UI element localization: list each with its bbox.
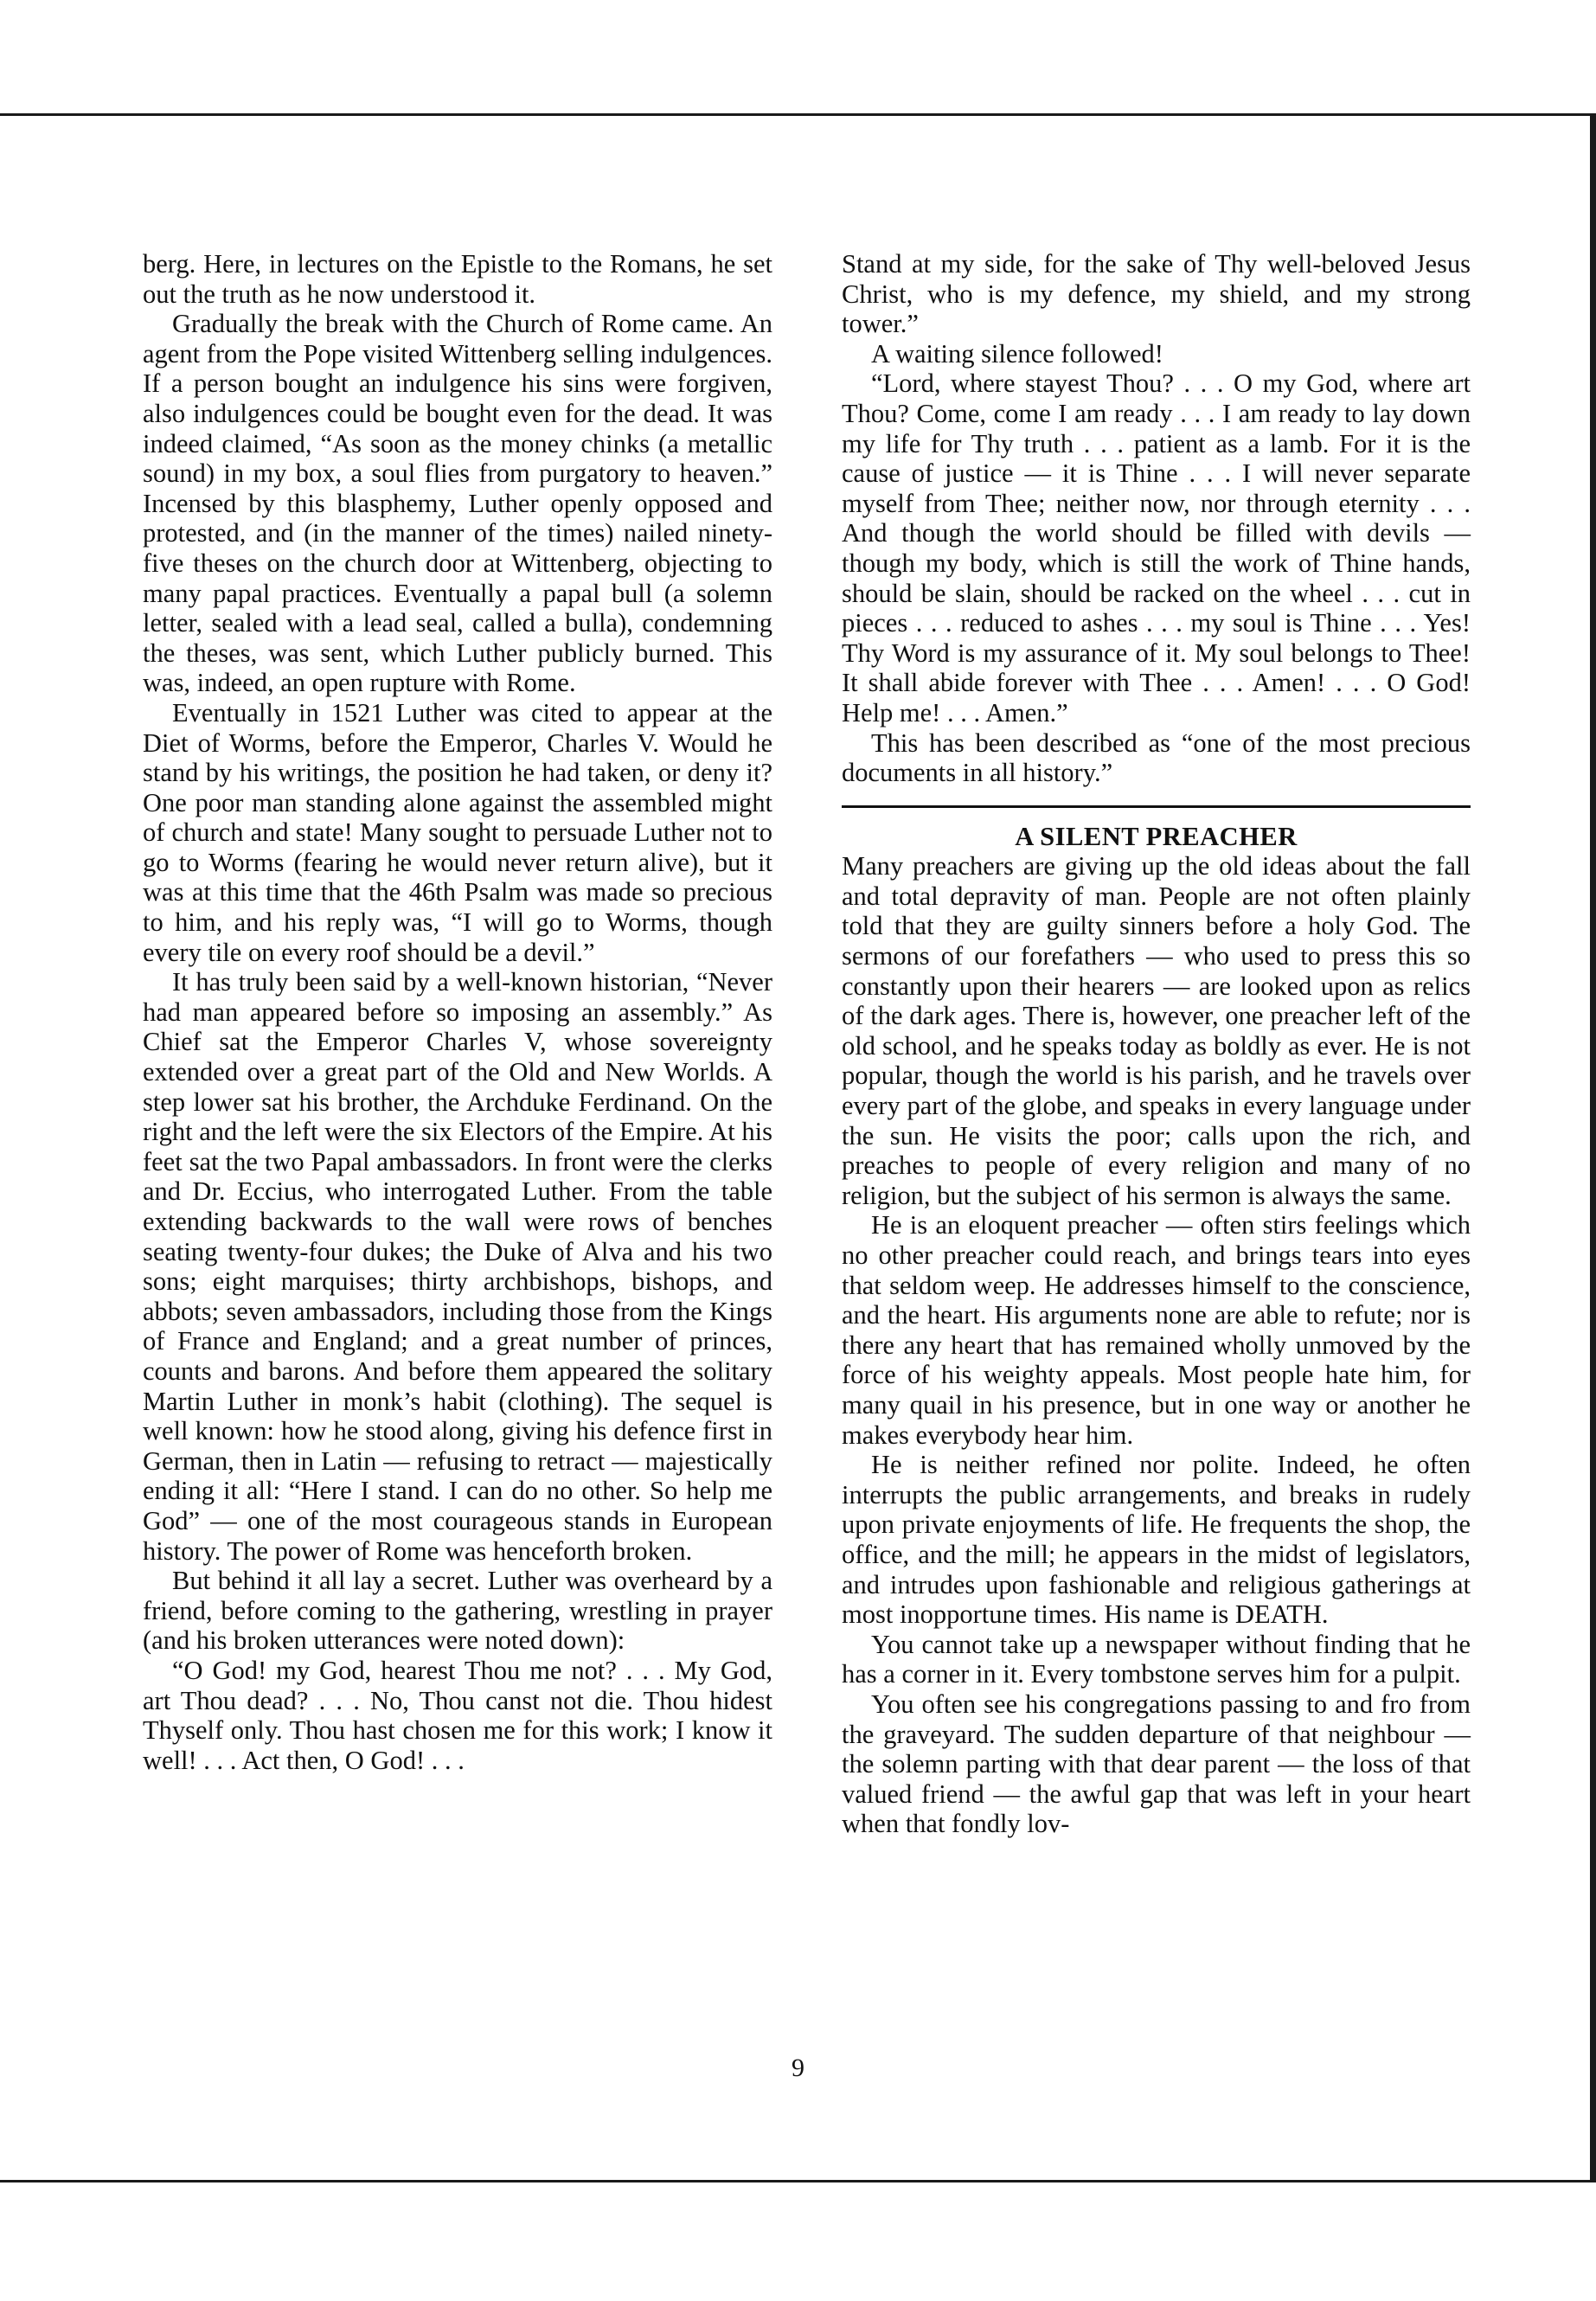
- page-border-top: [0, 113, 1596, 116]
- paragraph: He is an eloquent preacher — often stirs feelings which no other preacher could reach, and brings tears into eyes that seldom weep. He addresses himself to the conscience, and the heart. His arguments none are able to refute; nor is there any heart that has remained wholly unmoved by the force of his weighty appeals. Most people hate him, for many quail in his presence, but in one way or another he makes everybody hear him.: [842, 1210, 1471, 1450]
- paragraph: A waiting silence followed!: [871, 338, 1163, 369]
- paragraph: But behind it all lay a secret. Luther was overheard by a friend, before coming to the gathering, wrestling in prayer (and his broken utterances were noted down):: [143, 1566, 772, 1656]
- paragraph: “O God! my God, hearest Thou me not? . . . My God, art Thou dead? . . . No, Thou canst not die. Thou hidest Thyself only. Thou hast chosen me for this work; I know it well! . . . Act then, O God! . . .: [143, 1655, 772, 1775]
- right-column: [842, 249, 1471, 1839]
- section-divider: [842, 805, 1471, 808]
- paragraph: Eventually in 1521 Luther was cited to appear at the Diet of Worms, before the Emperor, Charles V. Would he stand by his writings, the position he had taken, or deny it? One poor man standing alone against the assembled might of church and state! Many sought to persuade Luther not to go to Worms (fearing he would never return alive), but it was at this time that the 46th Psalm was made so precious to him, and his reply was, “I will go to Worms, though every tile on every roof should be a devil.”: [143, 697, 772, 967]
- paragraph: You often see his congregations passing to and fro from the graveyard. The sudden departure of that neighbour — the solemn parting with that dear parent — the loss of that valued friend — the awful gap that was left in your heart when that fondly lov-: [842, 1689, 1471, 1839]
- paragraph: He is neither refined nor polite. Indeed, he often interrupts the public arrangements, and breaks in rudely upon private enjoyments of life. He frequents the shop, the office, and the mill; he appears in the midst of legislators, and intrudes upon fashionable and religious gatherings at most inopportune times. His name is DEATH.: [842, 1450, 1471, 1630]
- page-number: 9: [792, 2054, 804, 2082]
- paragraph: This has been described as “one of the most precious documents in all history.”: [842, 727, 1471, 788]
- paragraph: It has truly been said by a well-known historian, “Never had man appeared before so imposing an assembly.” As Chief sat the Emperor Charles V, whose sovereignty extended over a great part of the Old and New Worlds. A step lower sat his brother, the Archduke Ferdinand. On the right and the left were the six Electors of the Empire. At his feet sat the two Papal ambassadors. In front were the clerks and Dr. Eccius, who interrogated Luther. From the table extending backwards to the wall were rows of benches seating twenty-four dukes; the Duke of Alva and his two sons; eight marquises; thirty archbishops, bishops, and abbots; seven ambassadors, including those from the Kings of France and England; and a great number of princes, counts and barons. And before them appeared the solitary Martin Luther in monk’s habit (clothing). The sequel is well known: how he stood along, giving his defence first in German, then in Latin — refusing to retract — majestically ending it all: “Here I stand. I can do no other. So help me God” — one of the most courageous stands in European history. The power of Rome was henceforth broken.: [143, 967, 772, 1566]
- page-border-bottom: [0, 2180, 1596, 2182]
- paragraph: Gradually the break with the Church of Rome came. An agent from the Pope visited Wittenberg selling indulgences. If a person bought an indulgence his sins were forgiven, also indulgences could be bought even for the dead. It was indeed claimed, “As soon as the money chinks (a metallic sound) in my box, a soul flies from purgatory to heaven.” Incensed by this blasphemy, Luther openly opposed and protested, and (in the manner of the times) nailed ninety-five theses on the church door at Wittenberg, objecting to many papal practices. Eventually a papal bull (a solemn letter, sealed with a lead seal, called a bulla), condemning the theses, was sent, which Luther publicly burned. This was, indeed, an open rupture with Rome.: [143, 309, 772, 698]
- section-heading: A SILENT PREACHER: [1015, 821, 1298, 851]
- paragraph: berg. Here, in lectures on the Epistle to the Romans, he set out the truth as he now understood it.: [143, 249, 772, 309]
- paragraph: Many preachers are giving up the old ideas about the fall and total depravity of man. People are not often plainly told that they are guilty sinners before a holy God. The sermons of our forefathers — who used to press this so constantly upon their hearers — are looked upon as relics of the dark ages. There is, however, one preacher left of the old school, and he speaks today as boldly as ever. He is not popular, though the world is his parish, and he travels over every part of the globe, and speaks in every language under the sun. He visits the poor; calls upon the rich, and preaches to people of every religion and many of no religion, but the subject of his sermon is always the same.: [842, 851, 1471, 1210]
- page-border-right: [1590, 113, 1596, 2182]
- paragraph: You cannot take up a newspaper without finding that he has a corner in it. Every tombstone serves him for a pulpit.: [842, 1629, 1471, 1689]
- paragraph: “Lord, where stayest Thou? . . . O my God, where art Thou? Come, come I am ready . . . I am ready to lay down my life for Thy truth . . . patient as a lamb. For it is the cause of justice — it is Thine . . . I will never separate myself from Thee; neither now, nor through eternity . . . And though the world should be filled with devils — though my body, which is still the work of Thine hands, should be slain, should be racked on the wheel . . . cut in pieces . . . reduced to ashes . . . my soul is Thine . . . Yes! Thy Word is my assurance of it. My soul belongs to Thee! It shall abide forever with Thee . . . Amen! . . . O God! Help me! . . . Amen.”: [842, 369, 1471, 727]
- paragraph: Stand at my side, for the sake of Thy well-beloved Jesus Christ, who is my defence, my shield, and my strong tower.”: [842, 249, 1471, 339]
- left-column: [143, 249, 772, 1775]
